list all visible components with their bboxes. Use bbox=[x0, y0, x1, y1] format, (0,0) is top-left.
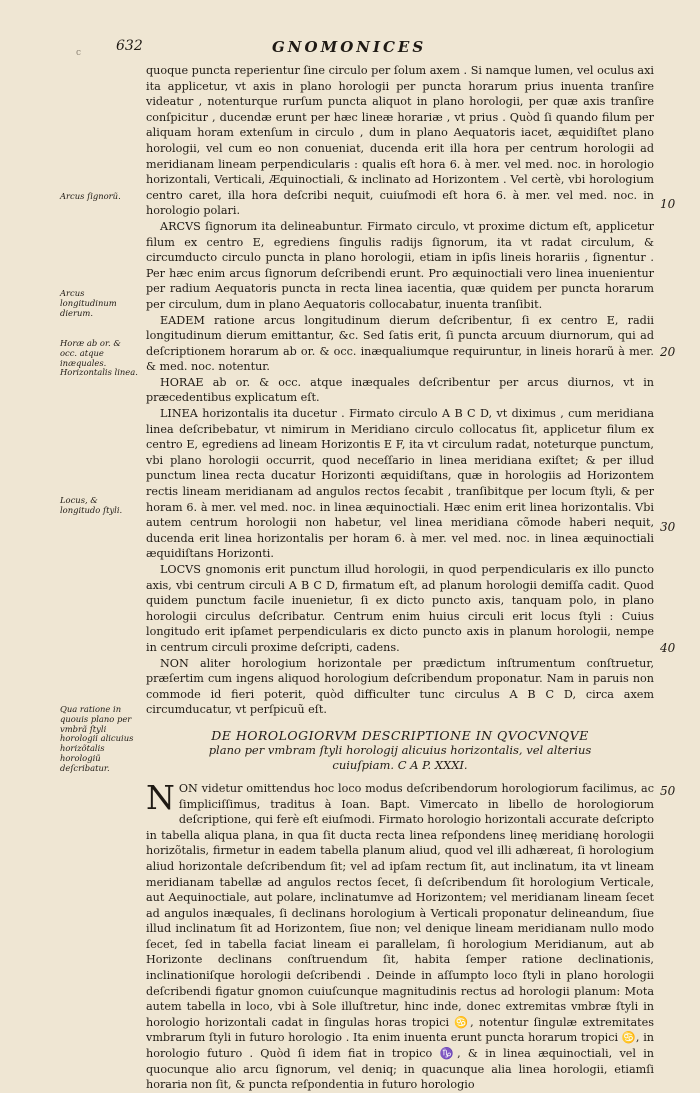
paragraph: NON aliter horologium horizontale per prædictum inſtrumentum conſtruetur, præſertim cum ingens aliquod horologium deſcribendum proponatur. Nam in paruis non commode id fieri poterit, quòd difficulter tunc circulus A B C D, circa axem circumducatur, vt perſpicuũ eſt. bbox=[146, 656, 654, 717]
margin-note: Horæ ab or. & occ. atque inæquales. Horizontalis linea. bbox=[60, 338, 138, 378]
final-paragraph bbox=[146, 777, 654, 1093]
line-number: 40 bbox=[660, 641, 676, 655]
page-header bbox=[116, 38, 636, 58]
paragraph: LINEA horizontalis ita ducetur . Firmato circulo A B C D, vt diximus , cum meridiana linea deſcribebatur, vt nimirum in Meridiano circulo collocatus ſit, applicetur filum ex centro E, egrediens ad lineam Horizontis E F, ita vt circulum radat, noteturque punctum, vbi plano horologii occurrit, quod neceſſario in linea meridiana exiſtet; & per illud punctum linea recta ducatur Horizonti æquidiſtans, quæ in horologiis ad Horizontem rectis lineam meridianam ad angulos rectos ſecabit , tranſibitque per locum ſtyli, & per horam 6. à mer. vel med. noc. in linea æquinoctiali. Hæc enim erit linea horizontalis. Vbi autem centrum horologii non habetur, vel linea meridiana cõmode haberi nequit, ducenda erit linea horizontalis per horam 6. à mer. vel med. noc. in linea æquinoctiali æquidiſtans Horizonti. bbox=[146, 407, 654, 561]
paragraph-list bbox=[146, 63, 654, 718]
paragraph: quoque puncta reperientur ſine circulo per ſolum axem . Si namque lumen, vel oculus axi ita applicetur, vt axis in plano horologii per puncta horarum prius inuenta tranſire videatur , notenturque rurſum puncta aliquot in plano horologii, per quæ axis tranſire conſpicitur , ducendæ erunt per hæc lineæ horariæ , vt prius . Quòd ſi quando filum per aliquam horam extenſum in circulo , dum in plano Aequatoris iacet, æquidiſtet plano horologii, vel cum eo non conueniat, ducenda erit illa hora per centrum horologii ad meridianam lineam perpendicularis : qualis eſt hora 6. à mer. vel med. noc. in horologio horizontali, Verticali, Æquinoctiali, & inclinato ad Horizontem . Vel certè, vbi horologium centro caret, illa hora deſcribi nequit, cuiuſmodi eſt hora 6. à mer. vel med. noc. in horologio polari. bbox=[146, 64, 654, 218]
chapter-heading bbox=[146, 728, 654, 773]
paragraph: EADEM ratione arcus longitudinum dierum deſcribentur, ſi ex centro E, radii longitudinum dierum emittantur, &c. Sed ſatis erit, ſi puncta arcuum diurnorum, qui ad deſcriptionem horarum ab or. & occ. inæqualiumque requiruntur, in lineis horarũ à mer. & med. noc. notentur. bbox=[146, 313, 654, 374]
body-text bbox=[146, 63, 654, 1093]
running-title: GNOMONICES bbox=[272, 38, 427, 56]
line-number: 20 bbox=[660, 345, 676, 359]
paragraph: LOCVS gnomonis erit punctum illud horologii, in quod perpendicularis ex illo puncto axis, vbi centrum circuli A B C D, firmatum eſt, ad planum horologii demiſſa cadit. Quod quidem punctum facile inuenietur, ſi ex dicto puncto axis, tanquam polo, in plano horologii circulus deſcribatur. Centrum enim huius circuli erit locus ſtyli : Cuius longitudo erit ipſamet perpendicularis ex dicto puncto axis in planum horologii, nempe in centrum circuli proxime deſcripti, cadens. bbox=[146, 563, 654, 654]
chapter-title-line3: cuiuſpiam. C A P. XXXI. bbox=[332, 757, 468, 772]
final-paragraph-text: ON videtur omittendus hoc loco modus deſcribendorum horologiorum facilimus, ac ſimpliciſſimus, traditus à Ioan. Bapt. Vimercato in libello de horologiorum deſcriptione, qui ferè eſt eiuſmodi. Firmato horologio horizontali accurate deſcripto in tabella aliqua plana, in qua ſit ducta recta linea reſpondens lineę meridianę horologii horizõtalis, firmetur in eadem tabella planum aliud, quod vel illi adhæreat, ſi horologium aliud horizontale deſcribendum ſit; vel ad ipſam rectum ſit, aut inclinatum, ita vt lineam meridianam tabellæ ad angulos rectos ſecet, ſi deſcribendum ſit horologium Verticale, aut Aequinoctiale, aut polare, inclinatumve ad Horizontem; vel meridianam lineam ſecet ad angulos inæquales, ſi declinans horologium à Verticali proponatur delineandum, ſiue illud inclinatum ſit ad Horizontem, ſiue non; vel denique lineam meridianam nullo modo ſecet, ſed in tabella faciat lineam ei parallelam, ſi horologium Meridianum, aut ab Horizonte declinans conſtruendum ſit, habita ſemper ratione declinationis, inclinationiſque horologii deſcribendi . Deinde in aſſumpto loco ſtyli in plano horologii deſcribendi figatur gnomon cuiuſcunque magnitudinis rectus ad horologii planum: Mota autem tabella in loco, vbi à Sole illuſtretur, hinc inde, donec extremitas vmbræ ſtyli in horologio horizontali cadat in ſingulas horas tropici ♋, notentur ſingulæ extremitates vmbrarum ſtyli in futuro horologio . Ita enim inuenta erunt puncta horarum tropici ♋, in horologio futuro . Quòd ſi idem fiat in tropico ♑, & in linea æquinoctiali, vel in quocunque alio arcu ſignorum, vel deniq; in quacunque alia linea horologii, etiamſi horaria non ſit, & puncta reſpondentia in futuro horologio bbox=[146, 781, 654, 1092]
paragraph: ARCVS ſignorum ita delineabuntur. Firmato circulo, vt proxime dictum eſt, applicetur filum ex centro E, egrediens ſingulis radijs ſignorum, ita vt radat circulum, & circumducto circulo puncta in plano horologii, etiam in ipſis lineis horariis , ſignentur . Per hæc enim arcus ſignorum deſcribendi erunt. Pro æquinoctiali vero linea inuenientur per radium Aequatoris puncta in recta linea iacentia, quæ quidem per puncta horarum per circulum, dum in plano Aequatoris collocabatur, inuenta tranſibit. bbox=[146, 219, 654, 311]
margin-note: Arcus ſignorũ. bbox=[60, 191, 121, 201]
chapter-title-line1: DE HOROLOGIORVM DESCRIPTIONE IN QVOCVNQVE bbox=[211, 727, 589, 743]
margin-mark: c bbox=[76, 48, 82, 58]
line-number: 10 bbox=[660, 197, 676, 211]
page-number: 632 bbox=[116, 38, 143, 54]
line-number: 50 bbox=[660, 784, 676, 798]
line-number: 30 bbox=[660, 520, 676, 534]
margin-note: Qua ratione in quouis plano per vmbrã ſtyli horologii alicuius horizõtalis horologiũ deſcribatur. bbox=[60, 704, 134, 773]
margin-note: Locus, & longitudo ſtyli. bbox=[60, 495, 123, 515]
drop-cap: N bbox=[146, 777, 175, 817]
chapter-title-line2: plano per vmbram ſtyli horologij alicuius horizontalis, vel alterius bbox=[208, 742, 592, 757]
margin-note: Arcus longitudinum dierum. bbox=[60, 288, 117, 318]
paragraph: HORAE ab or. & occ. atque inæquales deſcribentur per arcus diurnos, vt in præcedentibus explicatum eſt. bbox=[146, 375, 654, 405]
